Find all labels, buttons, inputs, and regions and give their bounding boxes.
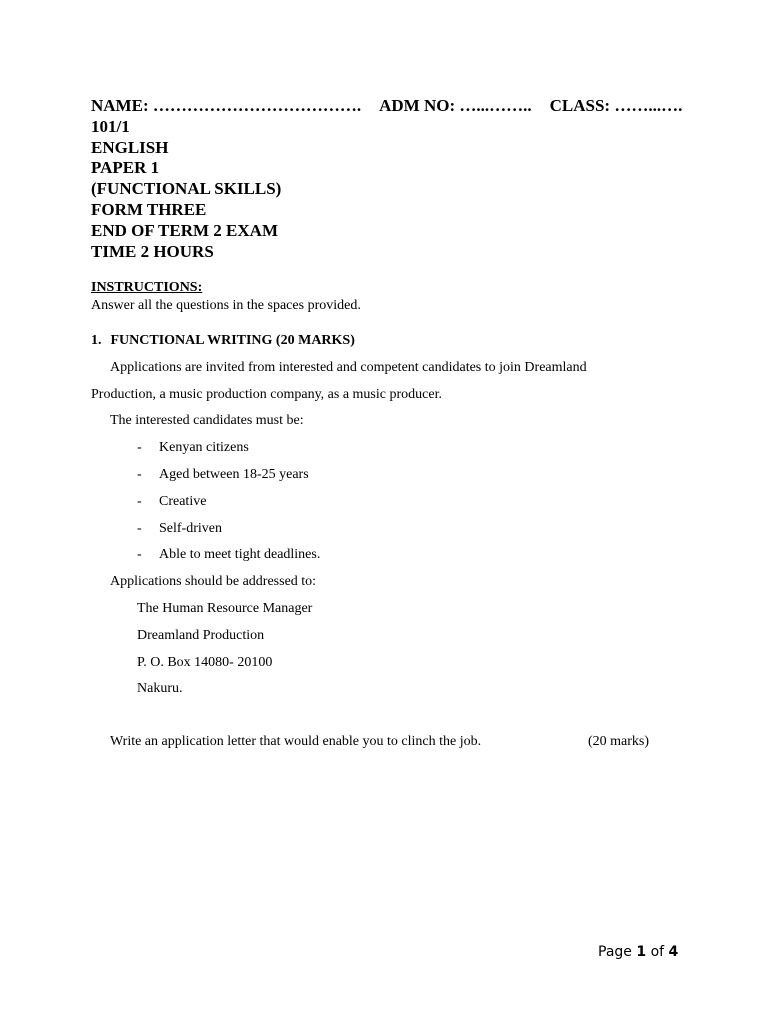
paper-code: 101/1: [91, 117, 130, 136]
address-line: The Human Resource Manager: [137, 601, 313, 616]
instructions-heading: INSTRUCTIONS:: [91, 280, 203, 295]
requirement-item: Kenyan citizens: [159, 440, 249, 455]
question-number: 1.: [91, 333, 102, 348]
total-pages-number: 4: [668, 944, 679, 960]
exam-name: END OF TERM 2 EXAM: [91, 221, 278, 240]
advert-text-line-1: Applications are invited from interested and competent candidates to join Dreamland: [110, 360, 587, 375]
exam-duration: TIME 2 HOURS: [91, 242, 214, 261]
requirement-item: Creative: [159, 494, 207, 509]
page-number-footer: [598, 943, 678, 961]
bullet-dash: -: [137, 494, 142, 509]
paper-number: PAPER 1: [91, 158, 160, 177]
form-level: FORM THREE: [91, 200, 207, 219]
bullet-dash: -: [137, 521, 142, 536]
address-line: P. O. Box 14080- 20100: [137, 655, 273, 670]
address-intro: Applications should be addressed to:: [110, 574, 317, 589]
bullet-dash: -: [137, 467, 142, 482]
adm-no-field-label: ADM NO: …...……..: [379, 96, 532, 115]
bullet-dash: -: [137, 547, 142, 562]
question-heading: [91, 332, 355, 350]
bullet-dash: -: [137, 440, 142, 455]
student-details-line: [91, 96, 682, 116]
page-word: Page: [598, 944, 632, 960]
marks-allocation: (20 marks): [588, 734, 650, 749]
requirement-item: Self-driven: [159, 521, 222, 536]
of-word: of: [650, 944, 665, 960]
name-field-label: NAME: ……………………………….: [91, 96, 362, 115]
address-line: Dreamland Production: [137, 628, 265, 643]
requirement-item: Aged between 18-25 years: [159, 467, 309, 482]
requirements-intro: The interested candidates must be:: [110, 413, 304, 428]
advert-text-line-2: Production, a music production company, as a music producer.: [91, 387, 442, 402]
paper-title: (FUNCTIONAL SKILLS): [91, 179, 282, 198]
current-page-number: 1: [636, 944, 647, 960]
question-title: FUNCTIONAL WRITING (20 MARKS): [110, 333, 355, 348]
requirement-item: Able to meet tight deadlines.: [159, 547, 321, 562]
task-instruction: Write an application letter that would enable you to clinch the job.: [110, 734, 482, 749]
instructions-text: Answer all the questions in the spaces provided.: [91, 298, 361, 313]
subject-title: ENGLISH: [91, 138, 169, 157]
class-field-label: CLASS: ……...….: [549, 96, 683, 115]
address-line: Nakuru.: [137, 681, 183, 696]
